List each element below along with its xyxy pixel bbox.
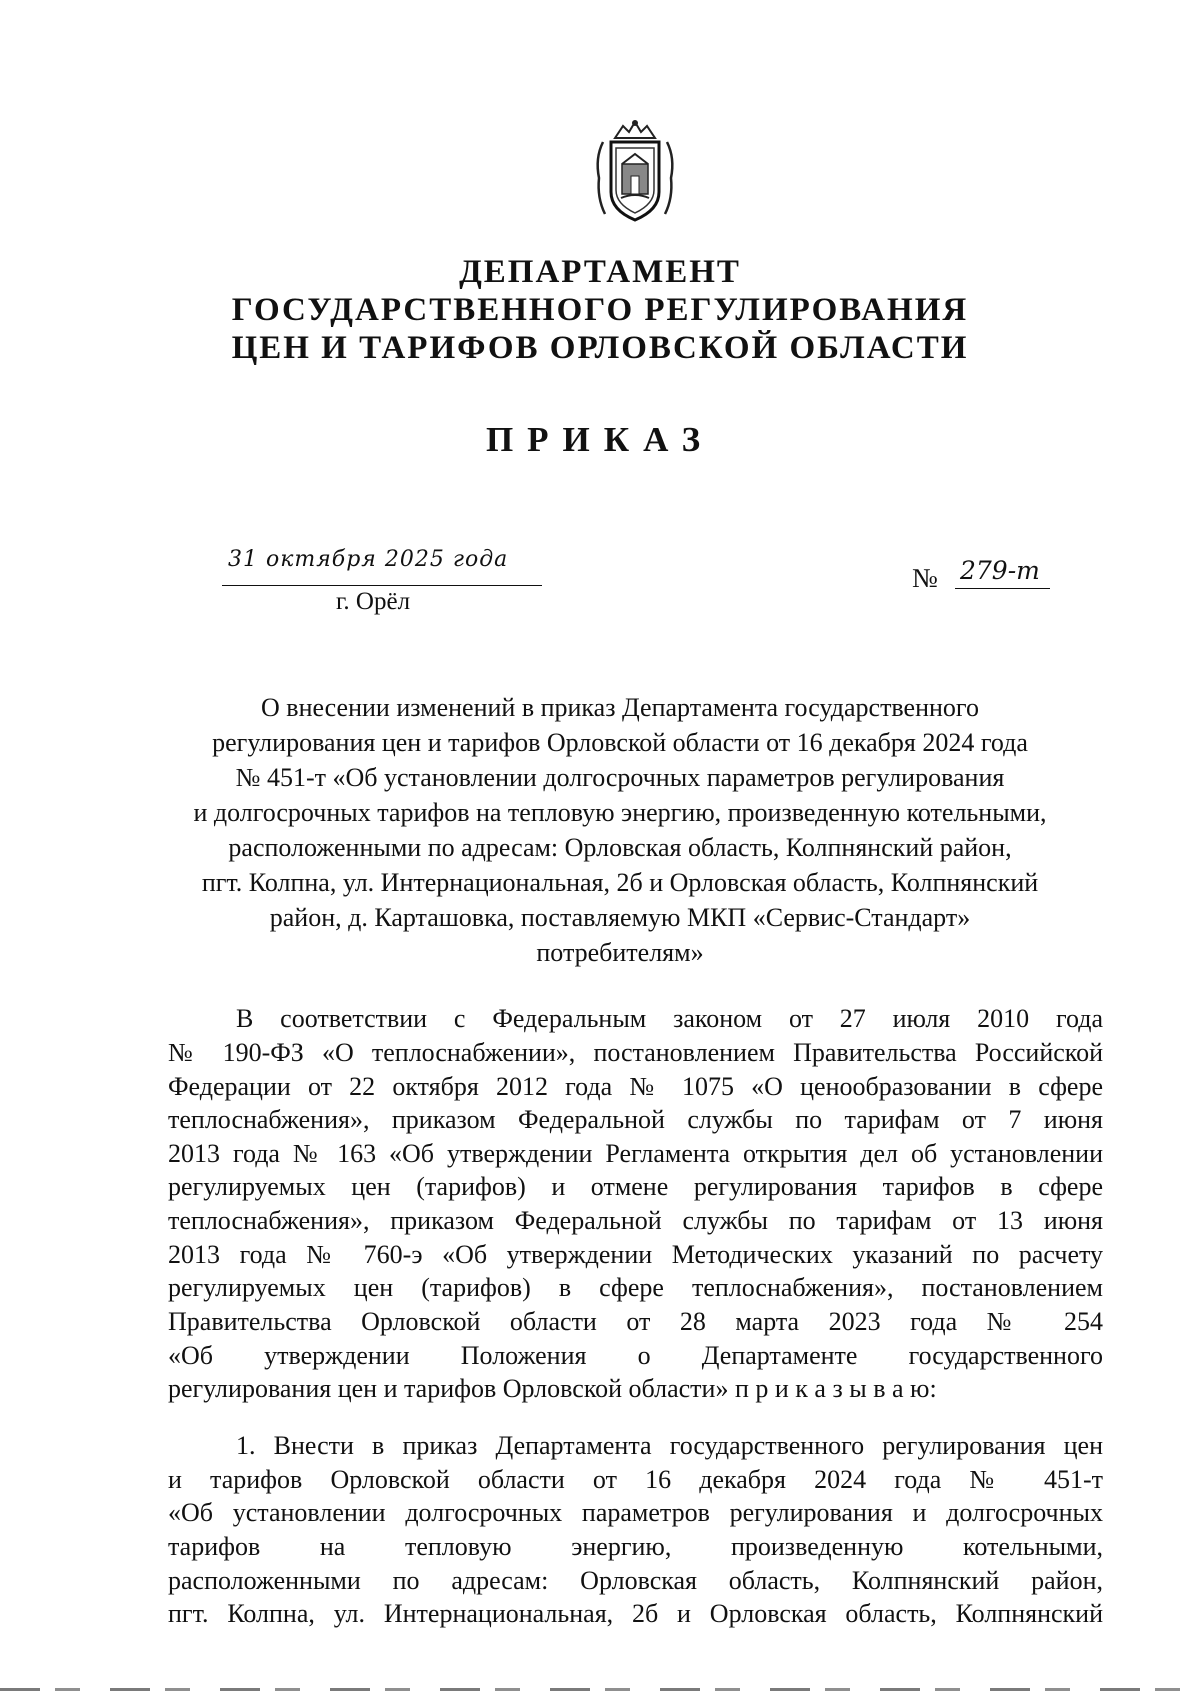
subject-line: район, д. Карташовка, поставляемую МКП «Сервис-Стандарт» xyxy=(269,903,971,932)
city-label: г. Орёл xyxy=(336,588,411,615)
department-title-line-3: ЦЕН И ТАРИФОВ ОРЛОВСКОЙ ОБЛАСТИ xyxy=(231,330,969,366)
order-subject xyxy=(160,690,1080,970)
subject-line: пгт. Колпна, ул. Интернациональная, 2б и Орловская область, Колпнянский xyxy=(201,868,1039,897)
subject-line: расположенными по адресам: Орловская область, Колпнянский район, xyxy=(228,833,1012,862)
number-label: № xyxy=(912,563,938,593)
preamble-line: Федерации от 22 октября 2012 года № 1075 «О ценообразовании в сфере xyxy=(168,1072,1103,1101)
subject-line: регулирования цен и тарифов Орловской области от 16 декабря 2024 года xyxy=(212,728,1028,757)
item-1-line: расположенными по адресам: Орловская область, Колпнянский район, xyxy=(168,1566,1103,1595)
preamble-line: теплоснабжения», приказом Федеральной службы по тарифам от 13 июня xyxy=(168,1206,1103,1235)
preamble-line: регулируемых цен (тарифов) в сфере теплоснабжения», постановлением xyxy=(168,1273,1103,1302)
handwritten-order-number: 279-т xyxy=(960,556,1040,585)
item-1-line: 1. Внести в приказ Департамента государственного регулирования цен xyxy=(236,1431,1103,1460)
department-title-line-1: ДЕПАРТАМЕНТ xyxy=(459,254,741,290)
preamble-line: № 190-ФЗ «О теплоснабжении», постановлением Правительства Российской xyxy=(168,1038,1103,1067)
number-underline xyxy=(955,588,1050,589)
preamble-line: теплоснабжения», приказом Федеральной службы по тарифам от 7 июня xyxy=(168,1105,1103,1134)
subject-line: потребителям» xyxy=(536,938,704,967)
preamble-line: регулируемых цен (тарифов) и отмене регулирования тарифов в сфере xyxy=(168,1172,1103,1201)
document-type-title: ПРИКАЗ xyxy=(485,420,715,459)
preamble-line: Правительства Орловской области от 28 марта 2023 года № 254 xyxy=(168,1307,1103,1336)
subject-line: О внесении изменений в приказ Департамента государственного xyxy=(261,693,979,722)
item-1-line: тарифов на тепловую энергию, произведенную котельными, xyxy=(168,1532,1103,1561)
preamble-line: 2013 года № 760-э «Об утверждении Методических указаний по расчету xyxy=(168,1240,1103,1269)
handwritten-date: 31 октября 2025 года xyxy=(228,547,509,572)
coat-of-arms-emblem xyxy=(593,118,677,226)
date-underline xyxy=(222,585,542,586)
item-1-line: и тарифов Орловской области от 16 декабря 2024 года № 451-т xyxy=(168,1465,1103,1494)
subject-line: № 451-т «Об установлении долгосрочных параметров регулирования xyxy=(235,763,1005,792)
item-1-line: пгт. Колпна, ул. Интернациональная, 2б и Орловская область, Колпнянский xyxy=(168,1599,1103,1628)
preamble-line: «Об утверждении Положения о Департаменте государственного xyxy=(168,1341,1103,1370)
subject-line: и долгосрочных тарифов на тепловую энергию, произведенную котельными, xyxy=(193,798,1047,827)
scan-edge-artifact xyxy=(0,1688,1200,1691)
item-1-line: «Об установлении долгосрочных параметров регулирования и долгосрочных xyxy=(168,1498,1103,1527)
preamble-line: 2013 года № 163 «Об утверждении Регламента открытия дел об установлении xyxy=(168,1139,1103,1168)
preamble-line: регулирования цен и тарифов Орловской области» п р и к а з ы в а ю: xyxy=(168,1374,937,1403)
preamble-line: В соответствии с Федеральным законом от 27 июля 2010 года xyxy=(236,1004,1103,1033)
department-title-line-2: ГОСУДАРСТВЕННОГО РЕГУЛИРОВАНИЯ xyxy=(231,292,969,328)
